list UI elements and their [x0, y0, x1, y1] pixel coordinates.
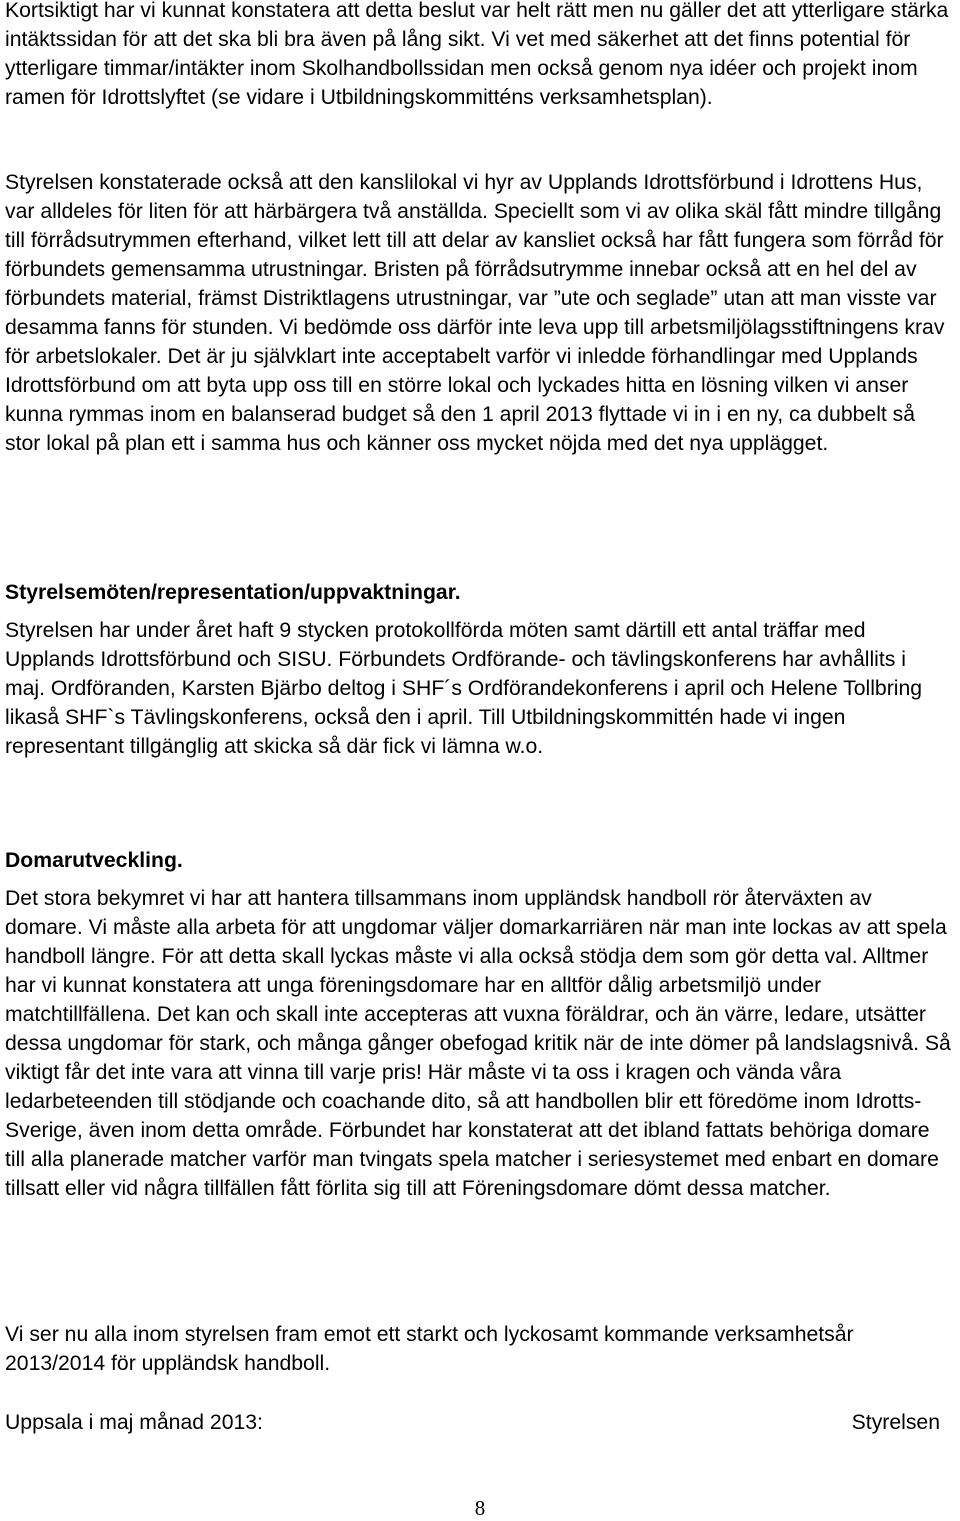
signature-line [5, 1408, 940, 1437]
heading-meetings: Styrelsemöten/representation/uppvaktningar. [5, 581, 461, 604]
paragraph-intro: Kortsiktigt har vi kunnat konstatera att detta beslut var helt rätt men nu gäller det att ytterligare stärka intäktssidan för att det ska bli bra även på lång sikt. Vi vet med säkerhet att det finns potential för ytterligare timmar/intäkter inom Skolhandbollssidan men också genom nya idéer och projekt inom ramen för Idrottslyftet (se vidare i Utbildningskommitténs verksamhetsplan). [5, 0, 949, 109]
sign-place-date: Uppsala i maj månad 2013: [5, 1411, 263, 1434]
paragraph-referee: Det stora bekymret vi har att hantera tillsammans inom uppländsk handboll rör återväxten av domare. Vi måste alla arbeta för att ungdomar väljer domarkarriären när man inte lockas av att spela handboll längre. För att detta skall lyckas måste vi alla också stödja dem som gör detta val. Alltmer har vi kunnat konstatera att unga föreningsdomare har en alltför dålig arbetsmiljö under matchtillfällena. Det kan och skall inte accepteras att vuxna föräldrar, och än värre, ledare, utsätter dessa ungdomar för stark, och många gånger obefogad kritik när de inte dömer på landslagsnivå. Så viktigt får det inte vara att vinna till varje pris! Här måste vi ta oss i kragen och vända våra ledarbeteenden till stödjande och coachande dito, så att handbollen blir ett föredöme inom Idrotts-Sverige, även inom detta område. Förbundet har konstaterat att det ibland fattats behöriga domare till alla planerade matcher varför man tvingats spela matcher i seriesystemet med enbart en domare tillsatt eller vid några tillfällen fått förlita sig till att Föreningsdomare dömt dessa matcher. [5, 887, 951, 1200]
heading-referee: Domarutveckling. [5, 849, 183, 872]
paragraph-office: Styrelsen konstaterade också att den kanslilokal vi hyr av Upplands Idrottsförbund i Idrottens Hus, var alldeles för liten för att härbärgera två anställda. Speciellt som vi av olika skäl fått mindre tillgång till förrådsutrymmen efterhand, vilket lett till att delar av kansliet också har fått fungera som förråd för förbundets gemensamma utrustningar. Bristen på förrådsutrymme innebar också att en hel del av förbundets material, främst Distriktlagens utrustningar, var ”ute och seglade” utan att man visste var desamma fanns för stunden. Vi bedömde oss därför inte leva upp till arbetsmiljölagsstiftningens krav för arbetslokaler. Det är ju självklart inte acceptabelt varför vi inledde förhandlingar med Upplands Idrottsförbund om att byta upp oss till en större lokal och lyckades hitta en lösning vilken vi anser kunna rymmas inom en balanserad budget så den 1 april 2013 flyttade vi in i en ny, ca dubbelt så stor lokal på plan ett i samma hus och känner oss mycket nöjda med det nya upplägget. [5, 171, 945, 455]
paragraph-meetings: Styrelsen har under året haft 9 stycken protokollförda möten samt därtill ett antal träffar med Upplands Idrottsförbund och SISU. Förbundets Ordförande- och tävlingskonferens har avhållits i maj. Ordföranden, Karsten Bjärbo deltog i SHF´s Ordförandekonferens i april och Helene Tollbring likaså SHF`s Tävlingskonferens, också den i april. Till Utbildningskommittén hade vi ingen representant tillgänglig att skicka så där fick vi lämna w.o. [5, 619, 923, 758]
page-number: 8 [474, 1496, 486, 1520]
paragraph-closing: Vi ser nu alla inom styrelsen fram emot ett starkt och lyckosamt kommande verksamhetsår 2013/2014 för uppländsk handboll. [5, 1323, 854, 1375]
sign-name: Styrelsen [851, 1411, 940, 1434]
